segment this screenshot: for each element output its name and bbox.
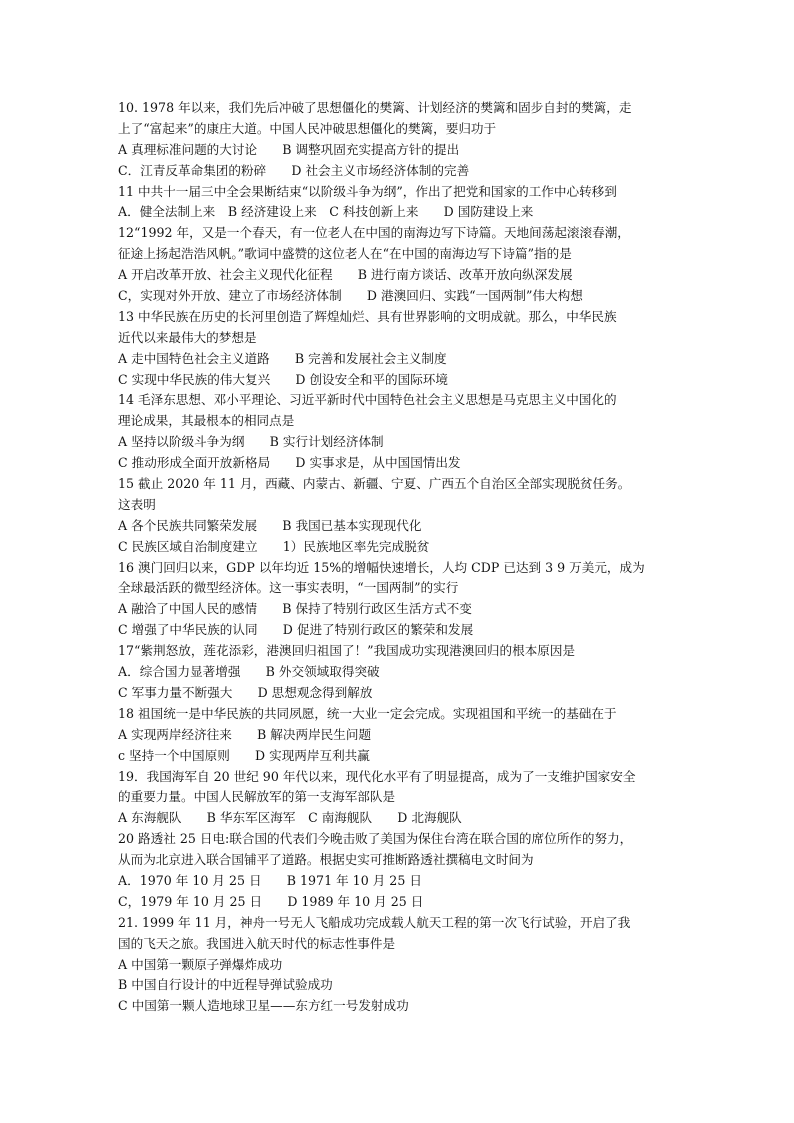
- text-line: A 开启改革开放、社会主义现代化征程 B 进行南方谈话、改革开放向纵深发展: [118, 267, 573, 283]
- text-line: A 东海舰队 B 华东军区海军 C 南海舰队 D 北海舰队: [118, 810, 462, 826]
- text-line: 13 中华民族在历史的长河里创造了辉煌灿烂、具有世界影响的文明成就。那么，中华民族: [118, 308, 617, 324]
- text-line: 18 祖国统一是中华民族的共同夙愿，统一大业一定会完成。实现祖国和平统一的基础在于: [118, 705, 617, 721]
- text-line: 理论成果，其最根本的相同点是: [118, 413, 295, 429]
- text-line: A 实现两岸经济往来 B 解决两岸民生问题: [118, 726, 372, 742]
- text-line: 16 澳门回归以来，GDP 以年均近 15%的增幅快速增长，人均 CDP 已达到 3 9 万美元，成为: [118, 559, 645, 575]
- text-line: C 增强了中华民族的认同 D 促进了特别行政区的繁荣和发展: [118, 622, 474, 638]
- text-line: A 融洽了中国人民的感情 B 保持了特别行政区生活方式不变: [118, 601, 472, 617]
- text-line: C 民族区域自治制度建立 1）民族地区率先完成脱贫: [118, 538, 430, 554]
- text-line: C 实现中华民族的伟大复兴 D 创设安全和平的国际环境: [118, 371, 448, 387]
- text-line: 的重要力量。中国人民解放军的第一支海军部队是: [118, 789, 396, 805]
- text-line: 这表明: [118, 496, 156, 512]
- text-line: 全球最活跃的微型经济体。这一事实表明，“一国两制”的实行: [118, 580, 459, 596]
- text-line: 12“1992 年，又是一个春天，有一位老人在中国的南海边写下诗篇。天地间荡起滚滚春潮，: [118, 225, 630, 241]
- text-line: A 走中国特色社会主义道路 B 完善和发展社会主义制度: [118, 350, 447, 366]
- text-line: A 中国第一颗原子弹爆炸成功: [118, 956, 283, 972]
- text-line: 21. 1999 年 11 月，神舟一号无人飞船成功完成载人航天工程的第一次飞行试验，开启了我: [118, 914, 631, 930]
- text-line: 20 路透社 25 日电:联合国的代表们今晚击败了美国为保住台湾在联合国的席位所作的努力，: [118, 831, 633, 847]
- text-line: B 中国自行设计的中近程导弹试验成功: [118, 977, 333, 993]
- text-line: 14 毛泽东思想、邓小平理论、习近平新时代中国特色社会主义思想是马克思主义中国化的: [118, 392, 617, 408]
- text-line: 上了“富起来”的康庄大道。中国人民冲破思想僵化的樊篱，要归功于: [118, 120, 497, 136]
- text-line: 11 中共十一届三中全会果断结束“以阶级斗争为纲”，作出了把党和国家的工作中心转移到: [118, 183, 617, 199]
- text-line: C 中国第一颗人造地球卫星——东方红一号发射成功: [118, 998, 409, 1014]
- text-line: 从而为北京进入联合国铺平了道路。根据史实可推断路透社撰稿电文时间为: [118, 852, 534, 868]
- text-line: 19．我国海军自 20 世纪 90 年代以来，现代化水平有了明显提高，成为了一支维护国家安全: [118, 768, 636, 784]
- text-line: 近代以来最伟大的梦想是: [118, 329, 257, 345]
- text-line: 17“紫荆怒放，莲花添彩，港澳回归祖国了！”我国成功实现港澳回归的根本原因是: [118, 643, 576, 659]
- text-line: C 推动形成全面开放新格局 D 实事求是，从中国国情出发: [118, 455, 461, 471]
- text-line: C，1979 年 10 月 25 日 D 1989 年 10 月 25 日: [118, 893, 424, 909]
- text-line: A 真理标准问题的大讨论 B 调整巩固充实提高方针的提出: [118, 141, 460, 157]
- text-line: A 坚持以阶级斗争为纲 B 实行计划经济体制: [118, 434, 384, 450]
- text-line: C，实现对外开放、建立了市场经济体制 D 港澳回归、实践“一国两制”伟大构想: [118, 288, 583, 304]
- text-line: 征途上扬起浩浩风帆。”歌词中盛赞的这位老人在“在中国的南海边写下诗篇”指的是: [118, 246, 572, 262]
- text-line: A．综合国力显著增强 B 外交领域取得突破: [118, 664, 380, 680]
- text-line: 国的飞天之旅。我国进入航天时代的标志性事件是: [118, 935, 396, 951]
- text-line: A 各个民族共同繁荣发展 B 我国已基本实现现代化: [118, 517, 422, 533]
- document-page: [118, 98, 678, 1017]
- text-line: c 坚持一个中国原则 D 实现两岸互利共赢: [118, 747, 370, 763]
- text-line: A．健全法制上来 B 经济建设上来 C 科技创新上来 D 国防建设上来: [118, 204, 534, 220]
- text-line: C．江青反革命集团的粉碎 D 社会主义市场经济体制的完善: [118, 162, 470, 178]
- text-line: 15 截止 2020 年 11 月，西藏、内蒙古、新疆、宁夏、广西五个自治区全部实现脱贫任务。: [118, 476, 631, 492]
- text-line: A．1970 年 10 月 25 日 B 1971 年 10 月 25 日: [118, 872, 422, 888]
- text-line: 10. 1978 年以来，我们先后冲破了思想僵化的樊篱、计划经济的樊篱和固步自封的樊篱，走: [118, 100, 632, 115]
- text-line: C 军事力量不断强大 D 思想观念得到解放: [118, 684, 373, 700]
